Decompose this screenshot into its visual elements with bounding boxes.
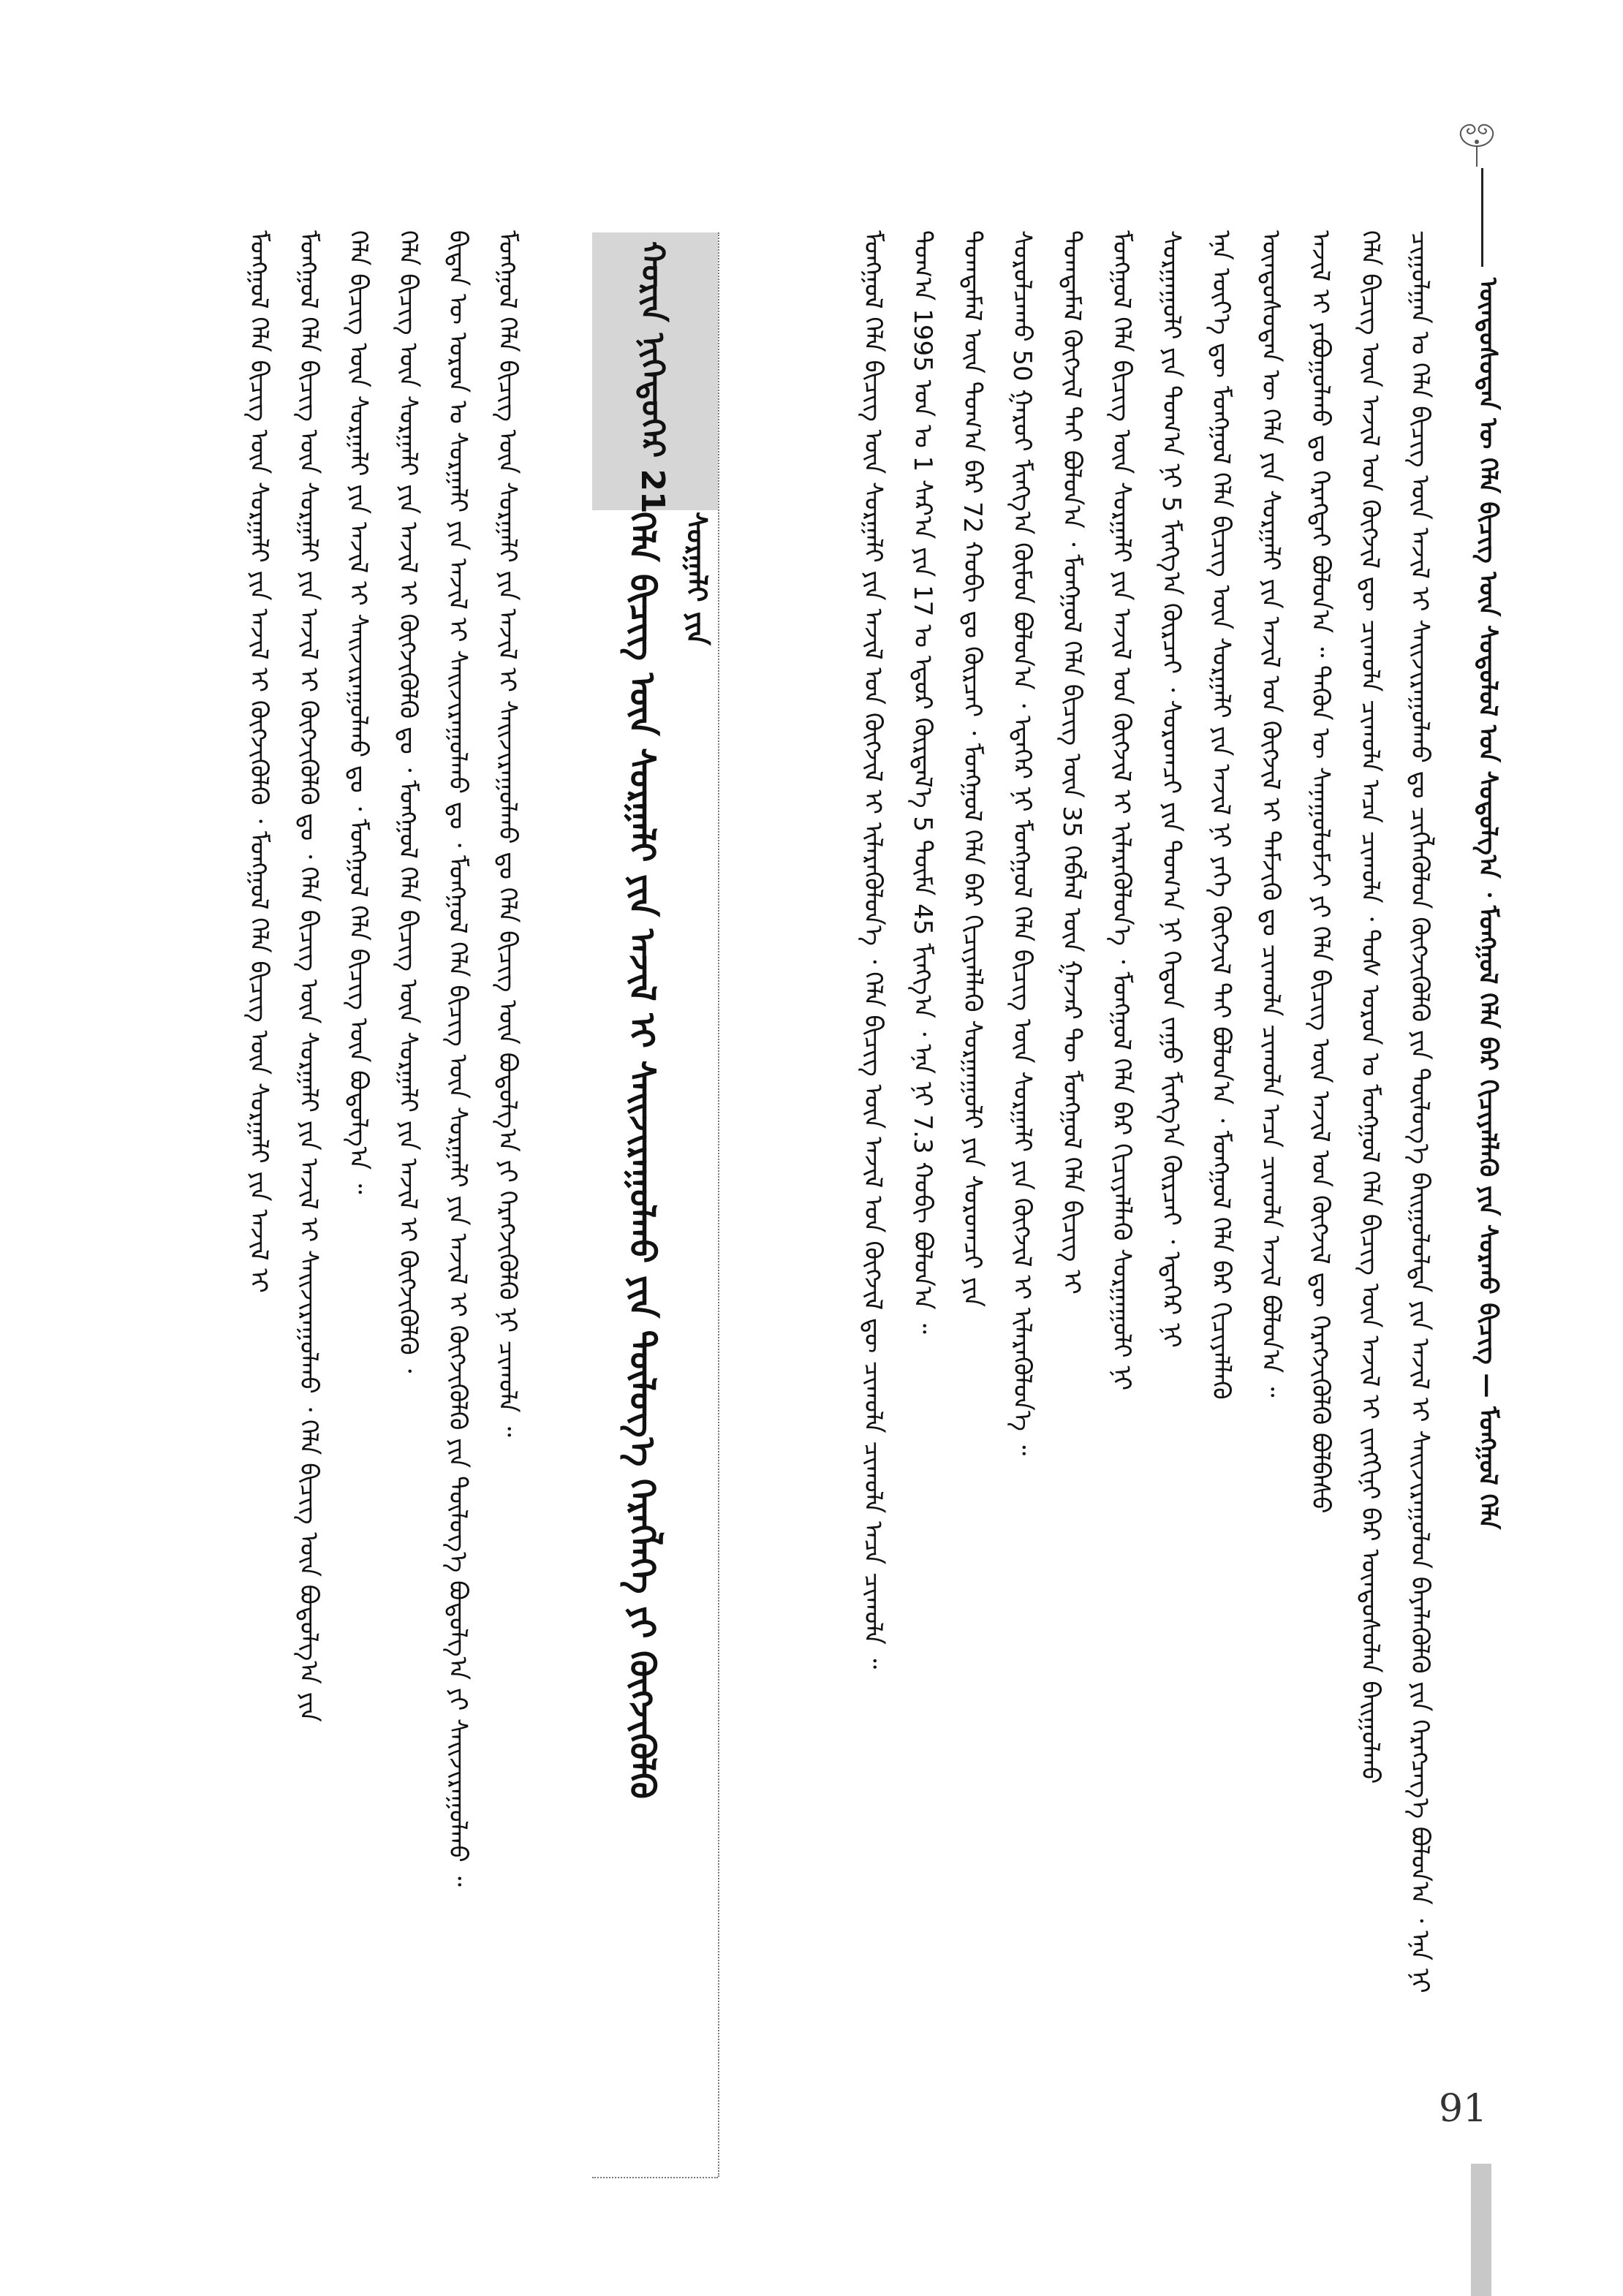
text-line <box>184 230 234 2175</box>
section-subtitle: ᠰᠤᠷᠭᠠᠯᠢ ᠶᠢᠨ <box>681 512 713 645</box>
text-line: ᠬᠡᠯᠡ ᠪᠢᠴᠢᠭ᠌ ᠦᠨ ᠰᠤᠷᠭᠠᠯᠢ ᠶᠢᠨ ᠠᠵᠢᠯ ᠢ ᠰᠠᠢᠵᠢᠷᠠᠭᠤᠯᠬᠤ ᠳᠤ ᠂ ᠮᠣᠩᠭᠣᠯ ᠬᠡᠯᠡ ᠪᠢᠴᠢᠭ᠌ ᠦᠨ ᠪᠣᠳᠤᠯᠭ᠎ᠠ ᠃ <box>344 230 373 1194</box>
section-divider-bottom <box>592 2177 718 2178</box>
text-line: ᠮᠣᠩᠭᠣᠯ ᠬᠡᠯᠡ ᠪᠢᠴᠢᠭ᠌ ᠦᠨ ᠰᠤᠷᠭᠠᠯᠢ ᠶᠢᠨ ᠠᠵᠢᠯ ᠤᠨ ᠬᠥᠭᠵᠢᠯ ᠢ ᠢᠯᠡᠷᠡᠭᠦᠯᠦᠨ᠎ᠡ ᠂ ᠮᠣᠩᠭᠣᠯ ᠬᠡᠯᠡ ᠪᠡᠷ ᠬᠢᠴᠢᠶᠡᠯᠯᠡᠬᠦ ᠰᠤᠷᠭᠠᠭᠤᠯᠢ ᠨᠢ <box>1107 230 1136 1391</box>
text-line: ᠴᠢᠭᠤᠯᠭᠠᠨ ᠤ ᠬᠡᠯᠡ ᠪᠢᠴᠢᠭ᠌ ᠦᠨ ᠠᠵᠢᠯ ᠢ ᠰᠠᠢᠵᠢᠷᠠᠭᠤᠯᠬᠤ ᠳᠤ ᠴᠢᠭᠯᠡᠭᠦᠯᠦᠨ ᠬᠥᠭᠵᠢᠭᠦᠯᠬᠦ ᠶᠢᠨ ᠲᠥᠯᠥᠭ᠎ᠡ ᠪᠠᠢᠭᠤᠯᠤᠯᠲᠠ ᠶᠢᠨ ᠠᠵᠢᠯ ᠢ ᠰᠠᠢᠵᠢᠷᠠᠭᠤᠯᠤᠨ ᠪᠡᠶᠡᠯᠡᠭᠦᠯᠬᠦ ᠶᠢᠨ ᠬᠡᠷᠡᠭᠴᠡᠭ᠎ᠡ ᠪᠣᠯᠤᠨ᠎ᠠ ᠂ ᠡᠨᠡ ᠨᠢ <box>1405 230 1434 1993</box>
text-line: ᠬᠡᠯᠡ ᠪᠢᠴᠢᠭ᠌ ᠦᠨ ᠠᠵᠢᠯ ᠤᠨ ᠬᠥᠭᠵᠢᠯ ᠳᠦ ᠴᠢᠬᠤᠯᠠ ᠴᠢᠬᠤᠯᠠ ᠠᠴᠠ ᠴᠢᠬᠤᠯᠠ ᠂ ᠲᠤᠰ ᠣᠷᠤᠨ ᠤ ᠮᠣᠩᠭᠣᠯ ᠬᠡᠯᠡ ᠪᠢᠴᠢᠭ᠌ ᠦᠨ ᠠᠵᠢᠯ ᠢ ᠵᠢᠩᠬᠢᠨᠢ ᠪᠡᠷ ᠦᠨᠳᠦᠰᠦᠯᠡᠨ ᠪᠠᠢᠭᠤᠯᠬᠤ <box>1355 230 1385 1784</box>
text-line: ᠪᠢᠳᠡᠨ ᠦ ᠣᠷᠤᠨ ᠤ ᠰᠤᠷᠭᠠᠯᠢ ᠶᠢᠨ ᠠᠵᠢᠯ ᠢ ᠰᠠᠢᠵᠢᠷᠠᠭᠤᠯᠬᠤ ᠳᠤ ᠂ ᠮᠣᠩᠭᠣᠯ ᠬᠡᠯᠡ ᠪᠢᠴᠢᠭ᠌ ᠦᠨ ᠰᠤᠷᠭᠠᠯᠢ ᠶᠢᠨ ᠠᠵᠢᠯ ᠢ ᠬᠥᠭᠵᠢᠭᠦᠯᠬᠦ ᠶᠢᠨ ᠲᠥᠯᠥᠭ᠎ᠡ ᠪᠣᠳᠤᠯᠭ᠎ᠠ ᠶᠢ ᠰᠠᠢᠵᠢᠷᠠᠭᠤᠯᠬᠤ ᠃ <box>443 230 472 1887</box>
text-line: ᠮᠣᠩᠭᠣᠯ ᠬᠡᠯᠡ ᠪᠢᠴᠢᠭ᠌ ᠦᠨ ᠰᠤᠷᠭᠠᠯᠢ ᠶᠢᠨ ᠠᠵᠢᠯ ᠤᠨ ᠬᠥᠭᠵᠢᠯ ᠢ ᠢᠯᠡᠷᠡᠭᠦᠯᠦᠨ᠎ᠡ ᠂ ᠬᠡᠯᠡ ᠪᠢᠴᠢᠭ᠌ ᠦᠨ ᠠᠵᠢᠯ ᠤᠨ ᠬᠥᠭᠵᠢᠯ ᠳᠦ ᠴᠢᠬᠤᠯᠠ ᠴᠢᠬᠤᠯᠠ ᠠᠴᠠ ᠴᠢᠬᠤᠯᠠ ᠃ <box>858 230 888 1670</box>
text-line: ᠲᠣᠭᠲᠠᠮᠠᠯ ᠬᠥᠭᠵᠢᠯ ᠲᠡᠢ ᠪᠣᠯᠤᠨ᠎ᠠ ᠂ ᠮᠣᠩᠭᠣᠯ ᠬᠡᠯᠡ ᠪᠢᠴᠢᠭ᠌ ᠦᠨ 35 ᠬᠡᠪᠯᠡᠯ ᠦᠨ ᠭᠠᠵᠠᠷ ᠲᠦ ᠮᠣᠩᠭᠣᠯ ᠬᠡᠯᠡ ᠪᠢᠴᠢᠭ᠌ ᠢ <box>1057 230 1086 1295</box>
text-line: ᠠᠵᠢᠯ ᠢ ᠶᠠᠪᠤᠭᠤᠯᠬᠤ ᠳᠤ ᠬᠡᠷᠡᠭᠲᠡᠢ ᠪᠣᠯᠤᠨ᠎ᠠ ᠃ ᠲᠡᠭᠦᠨ ᠦ ᠰᠠᠨᠠᠭᠤᠯᠤᠮᠵᠢ ᠶᠢ ᠬᠡᠯᠡ ᠪᠢᠴᠢᠭ᠌ ᠦᠨ ᠠᠵᠢᠯ ᠤᠨ ᠬᠥᠭᠵᠢᠯ ᠳᠦ ᠬᠡᠷᠡᠭᠵᠢᠭᠦᠯᠬᠦ ᠪᠣᠯᠪᠠᠰᠤ <box>1306 230 1335 1514</box>
text-line <box>798 230 848 2175</box>
text-line: ᠦᠨᠳᠦᠰᠦᠲᠡᠨ ᠦ ᠬᠡᠯᠡ ᠶᠢᠨ ᠰᠤᠷᠭᠠᠯᠢ ᠶᠢᠨ ᠠᠵᠢᠯ ᠤᠨ ᠬᠥᠭᠵᠢᠯ ᠢ ᠳᠡᠮᠵᠢᠬᠦ ᠳᠤ ᠴᠢᠬᠤᠯᠠ ᠴᠢᠬᠤᠯᠠ ᠠᠴᠠ ᠴᠢᠬᠤᠯᠠ ᠠᠵᠢᠯ ᠪᠣᠯᠤᠨ᠎ᠠ ᠃ <box>1256 230 1285 1398</box>
text-line: ᠮᠣᠩᠭᠣᠯ ᠬᠡᠯᠡ ᠪᠢᠴᠢᠭ᠌ ᠦᠨ ᠰᠤᠷᠭᠠᠯᠢ ᠶᠢᠨ ᠠᠵᠢᠯ ᠢ ᠬᠥᠭᠵᠢᠭᠦᠯᠬᠦ ᠂ ᠮᠣᠩᠭᠣᠯ ᠬᠡᠯᠡ ᠪᠢᠴᠢᠭ᠌ ᠦᠨ ᠰᠤᠷᠭᠠᠯᠢ ᠶᠢᠨ ᠠᠵᠢᠯ ᠢ <box>244 230 273 1293</box>
text-line: ᠬᠡᠯᠡ ᠪᠢᠴᠢᠭ᠌ ᠦᠨ ᠰᠤᠷᠭᠠᠯᠢ ᠶᠢᠨ ᠠᠵᠢᠯ ᠢ ᠬᠥᠭᠵᠢᠭᠦᠯᠬᠦ ᠳᠤ ᠂ ᠮᠣᠩᠭᠣᠯ ᠬᠡᠯᠡ ᠪᠢᠴᠢᠭ᠌ ᠦᠨ ᠰᠤᠷᠭᠠᠯᠢ ᠶᠢᠨ ᠠᠵᠢᠯ ᠢ ᠬᠥᠭᠵᠢᠭᠦᠯᠬᠦ ᠂ <box>393 230 423 1374</box>
text-line: ᠲᠣᠭ᠎ᠠ 1995 ᠣᠨ ᠤ 1 ᠰᠠᠷ᠎ᠠ ᠶᠢᠨ 17 ᠤ ᠡᠳᠦᠷ ᠬᠦᠷᠲᠡᠯ᠎ᠡ 5 ᠲᠦᠮᠡ 45 ᠮᠢᠩᠭ᠎ᠠ ᠂ ᠡᠨᠡ ᠨᠢ 7.3 ᠬᠤᠪᠢ ᠪᠣᠯᠤᠨ᠎ᠠ ᠃ <box>908 230 937 1334</box>
text-line <box>749 230 798 2175</box>
text-line: ᠡᠨᠡ ᠦᠶ᠎ᠡ ᠳᠦ ᠮᠣᠩᠭᠣᠯ ᠬᠡᠯᠡ ᠪᠢᠴᠢᠭ᠌ ᠦᠨ ᠰᠤᠷᠭᠠᠯᠢ ᠶᠢᠨ ᠠᠵᠢᠯ ᠨᠢ ᠶᠡᠬᠡ ᠬᠥᠭᠵᠢᠯ ᠲᠡᠢ ᠪᠣᠯᠤᠨ᠎ᠠ ᠂ ᠮᠣᠩᠭᠣᠯ ᠬᠡᠯᠡ ᠪᠡᠷ ᠬᠢᠴᠢᠶᠡᠯᠯᠡᠬᠦ <box>1206 230 1236 1400</box>
text-line: ᠮᠣᠩᠭᠣᠯ ᠬᠡᠯᠡ ᠪᠢᠴᠢᠭ᠌ ᠦᠨ ᠰᠤᠷᠭᠠᠯᠢ ᠶᠢᠨ ᠠᠵᠢᠯ ᠢ ᠬᠥᠭᠵᠢᠭᠦᠯᠬᠦ ᠳᠤ ᠂ ᠬᠡᠯᠡ ᠪᠢᠴᠢᠭ᠌ ᠦᠨ ᠰᠤᠷᠭᠠᠯᠢ ᠶᠢᠨ ᠠᠵᠢᠯ ᠢ ᠰᠠᠢᠵᠢᠷᠠᠭᠤᠯᠬᠤ ᠂ ᠬᠡᠯᠡ ᠪᠢᠴᠢᠭ᠌ ᠦᠨ ᠪᠣᠳᠤᠯᠭ᠎ᠠ ᠶᠢᠨ <box>294 230 323 1722</box>
section-number-label: ᠬᠣᠷᠢᠨ ᠨᠢᠭᠡᠳᠦᠭᠡᠷ 21 <box>634 241 671 514</box>
section-title: ᠬᠡᠯᠡ ᠪᠢᠴᠢᠭ᠌ ᠦᠨ ᠰᠤᠷᠭᠠᠯᠢ ᠶᠢᠨ ᠠᠵᠢᠯ ᠢ ᠰᠠᠢᠵᠢᠷᠠᠭᠤᠯᠬᠤ ᠶᠢᠨ ᠲᠥᠯᠥᠭ᠎ᠡ ᠬᠡᠷᠡᠭᠯᠡᠭᠡ ᠶᠢ ᠬᠥᠭᠵᠢᠭᠦᠯᠬᠦ <box>621 512 662 1799</box>
page-edge-tab <box>1471 2164 1491 2296</box>
text-line: ᠰᠤᠷᠭᠠᠭᠤᠯᠢ ᠶᠢᠨ ᠲᠣᠭ᠎ᠠ ᠨᠢ 5 ᠮᠢᠩᠭ᠎ᠠ ᠬᠦᠷᠴᠡᠢ ᠂ ᠰᠤᠷᠤᠭᠴᠢ ᠶᠢᠨ ᠲᠣᠭ᠎ᠠ ᠨᠢ ᠬᠡᠳᠦᠨ ᠵᠠᠭᠤ ᠮᠢᠩᠭ᠎ᠠ ᠬᠦᠷᠴᠡᠢ ᠂ ᠡᠳᠡᠭᠡᠷ ᠨᠢ <box>1157 230 1186 1348</box>
ornament-flourish-icon <box>1440 117 1513 168</box>
text-line: ᠮᠣᠩᠭᠣᠯ ᠬᠡᠯᠡ ᠪᠢᠴᠢᠭ᠌ ᠦᠨ ᠰᠤᠷᠭᠠᠯᠢ ᠶᠢᠨ ᠠᠵᠢᠯ ᠢ ᠰᠠᠢᠵᠢᠷᠠᠭᠤᠯᠬᠤ ᠳᠤ ᠬᠡᠯᠡ ᠪᠢᠴᠢᠭ᠌ ᠦᠨ ᠪᠣᠳᠤᠯᠭ᠎ᠠ ᠶᠢ ᠬᠡᠷᠡᠭᠵᠢᠭᠦᠯᠬᠦ ᠨᠢ ᠴᠢᠬᠤᠯᠠ ᠃ <box>493 230 522 1437</box>
running-head-text: ᠦᠨᠳᠦᠰᠦᠲᠡᠨ ᠦ ᠬᠡᠯᠡ ᠪᠢᠴᠢᠭ᠌ ᠦᠨ ᠰᠤᠳᠤᠯᠤᠯ ᠤᠨ ᠰᠤᠳᠤᠯᠭ᠎ᠠ ᠂ ᠮᠣᠩᠭᠣᠯ ᠬᠡᠯᠡ ᠪᠡᠷ ᠬᠢᠴᠢᠶᠡᠯᠯᠡᠬᠦ ᠶᠢᠨ ᠰᠤᠷᠬᠤ ᠪᠢᠴᠢᠭ᠌ — ᠮᠣᠩᠭᠣᠯ ᠬᠡᠯᠡ <box>1473 278 1502 1530</box>
text-line: ᠰᠤᠷᠤᠯᠴᠠᠬᠤ 50 ᠭᠠᠷᠤᠢ ᠮᠢᠩᠭ᠎ᠠ ᠬᠦᠮᠦᠨ ᠪᠣᠯᠤᠨ᠎ᠠ ᠂ ᠡᠳᠡᠭᠡᠷ ᠨᠢ ᠮᠣᠩᠭᠣᠯ ᠬᠡᠯᠡ ᠪᠢᠴᠢᠭ᠌ ᠦᠨ ᠰᠤᠷᠭᠠᠯᠢ ᠶᠢᠨ ᠬᠥᠭᠵᠢᠯ ᠢ ᠢᠯᠡᠷᠡᠭᠦᠯᠦᠨ᠎ᠡ ᠃ <box>1007 230 1037 1456</box>
running-head <box>1462 168 1513 1530</box>
running-head-rule <box>1481 168 1483 267</box>
text-line: ᠲᠣᠭᠲᠠᠮᠠᠯ ᠦᠨ ᠲᠣᠭ᠎ᠠ ᠪᠠᠷ 72 ᠬᠤᠪᠢ ᠳᠤ ᠬᠦᠷᠴᠡᠢ ᠂ ᠮᠣᠩᠭᠣᠯ ᠬᠡᠯᠡ ᠪᠡᠷ ᠬᠢᠴᠢᠶᠡᠯᠯᠡᠬᠦ ᠰᠤᠷᠭᠠᠭᠤᠯᠢ ᠶᠢᠨ ᠰᠤᠷᠤᠭᠴᠢ ᠶᠢᠨ <box>958 230 987 1308</box>
page-number: 91 <box>1439 2087 1488 2131</box>
